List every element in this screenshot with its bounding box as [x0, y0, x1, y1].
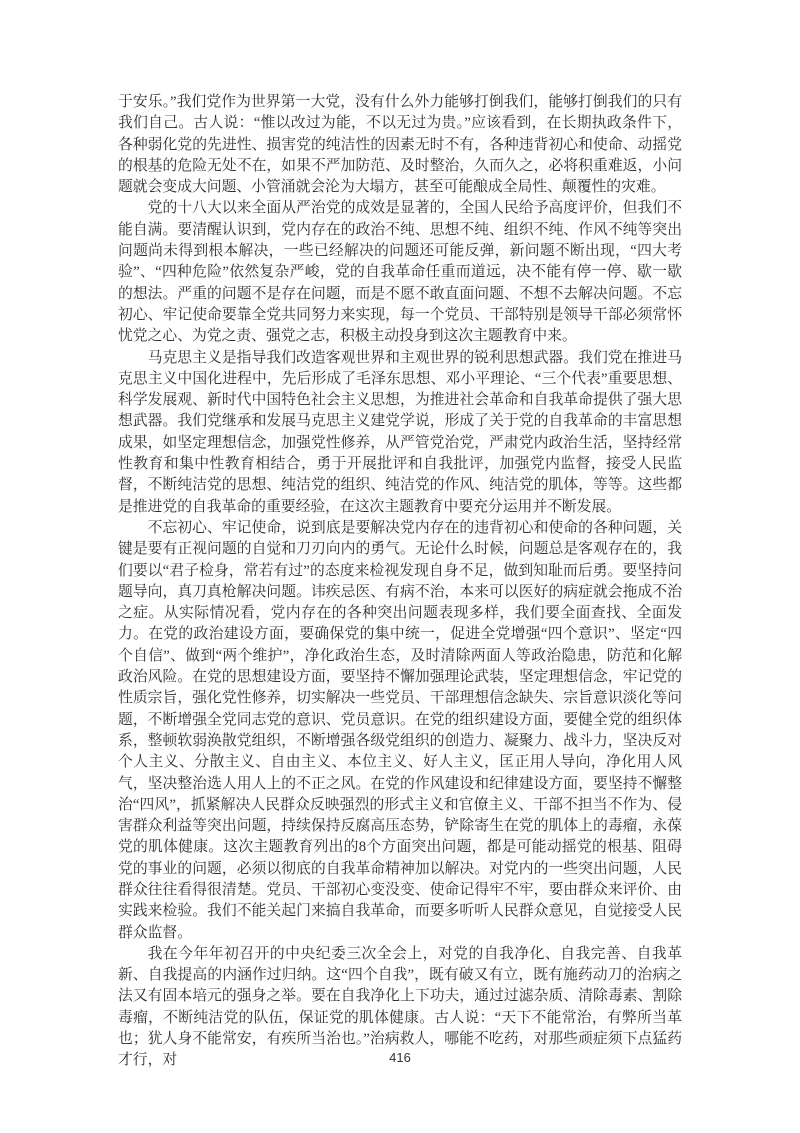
paragraph: 马克思主义是指导我们改造客观世界和主观世界的锐利思想武器。我们党在推进马克思主义中国化进程中，先后形成了毛泽东思想、邓小平理论、“三个代表”重要思想、科学发展观、新时代中国特色社会主义思想，为推进社会革命和自我革命提供了强大思想武器。我们党继承和发展马克思主义建党学说，形成了关于党的自我革命的丰富思想成果，如坚定理想信念，加强党性修养，从严管党治党，严肃党内政治生活，坚持经常性教育和集中性教育相结合，勇于开展批评和自我批评，加强党内监督，接受人民监督，不断纯洁党的思想、纯洁党的组织、纯洁党的作风、纯洁党的肌体，等等。这些都是推进党的自我革命的重要经验，在这次主题教育中要充分运用并不断发展。 [118, 349, 682, 515]
paragraph: 不忘初心、牢记使命，说到底是要解决党内存在的违背初心和使命的各种问题，关键是要有正视问题的自觉和刀刃向内的勇气。无论什么时候，问题总是客观存在的，我们要以“君子检身，常若有过”的态度来检视发现自身不足，做到知耻而后勇。要坚持问题导向，真刀真枪解决问题。讳疾忌医、有病不治，本来可以医好的病症就会拖成不治之症。从实际情况看，党内存在的各种突出问题表现多样，我们要全面查找、全面发力。在党的政治建设方面，要确保党的集中统一，促进全党增强“四个意识”、坚定“四个自信”、做到“两个维护”，净化政治生态，及时清除两面人等政治隐患，防范和化解政治风险。在党的思想建设方面，要坚持不懈加强理论武装，坚定理想信念，牢记党的性质宗旨，强化党性修养，切实解决一些党员、干部理想信念缺失、宗旨意识淡化等问题，不断增强全党同志党的意识、党员意识。在党的组织建设方面，要健全党的组织体系，整顿软弱涣散党组织，不断增强各级党组织的创造力、凝聚力、战斗力，坚决反对个人主义、分散主义、自由主义、本位主义、好人主义，匡正用人导向，净化用人风气，坚决整治选人用人上的不正之风。在党的作风建设和纪律建设方面，要坚持不懈整治“四风”，抓紧解决人民群众反映强烈的形式主义和官僚主义、干部不担当不作为、侵害群众利益等突出问题，持续保持反腐高压态势，铲除寄生在党的肌体上的毒瘤，永葆党的肌体健康。这次主题教育列出的8个方面突出问题，都是可能动摇党的根基、阻碍党的事业的问题，必须以彻底的自我革命精神加以解决。对党内的一些突出问题，人民群众往往看得很清楚。党员、干部初心变没变、使命记得牢不牢，要由群众来评价、由实践来检验。我们不能关起门来搞自我革命，而要多听听人民群众意见，自觉接受人民群众监督。 [118, 519, 682, 941]
page-number: 416 [389, 1050, 411, 1065]
paragraph: 党的十八大以来全面从严治党的成效是显著的，全国人民给予高度评价，但我们不能自满。要清醒认识到，党内存在的政治不纯、思想不纯、组织不纯、作风不纯等突出问题尚未得到根本解决，一些已经解决的问题还可能反弹，新问题不断出现，“四大考验”、“四种危险”依然复杂严峻，党的自我革命任重而道远，决不能有停一停、歇一歇的想法。严重的问题不是存在问题，而是不愿不敢直面问题、不想不去解决问题。不忘初心、牢记使命要靠全党共同努力来实现，每一个党员、干部特别是领导干部必须常怀忧党之心、为党之责、强党之志，积极主动投身到这次主题教育中来。 [118, 200, 682, 345]
body-text [118, 92, 682, 1072]
paragraph: 我在今年年初召开的中央纪委三次全会上，对党的自我净化、自我完善、自我革新、自我提高的内涵作过归纳。这“四个自我”，既有破又有立，既有施药动刀的治病之法又有固本培元的强身之举。要在自我净化上下功夫，通过过滤杂质、清除毒素、割除毒瘤，不断纯洁党的队伍，保证党的肌体健康。古人说：“天下不能常治，有弊所当革也；犹人身不能常安，有疾所当治也。”治病救人，哪能不吃药，对那些顽症须下点猛药才行，对 [118, 945, 682, 1069]
paragraph-continuation: 于安乐。”我们党作为世界第一大党，没有什么外力能够打倒我们，能够打倒我们的只有我们自己。古人说：“惟以改过为能，不以无过为贵。”应该看到，在长期执政条件下，各种弱化党的先进性、损害党的纯洁性的因素无时不有，各种违背初心和使命、动摇党的根基的危险无处不在，如果不严加防范、及时整治，久而久之，必将积重难返，小问题就会变成大问题、小管涌就会沦为大塌方，甚至可能酿成全局性、颠覆性的灾难。 [118, 94, 682, 196]
